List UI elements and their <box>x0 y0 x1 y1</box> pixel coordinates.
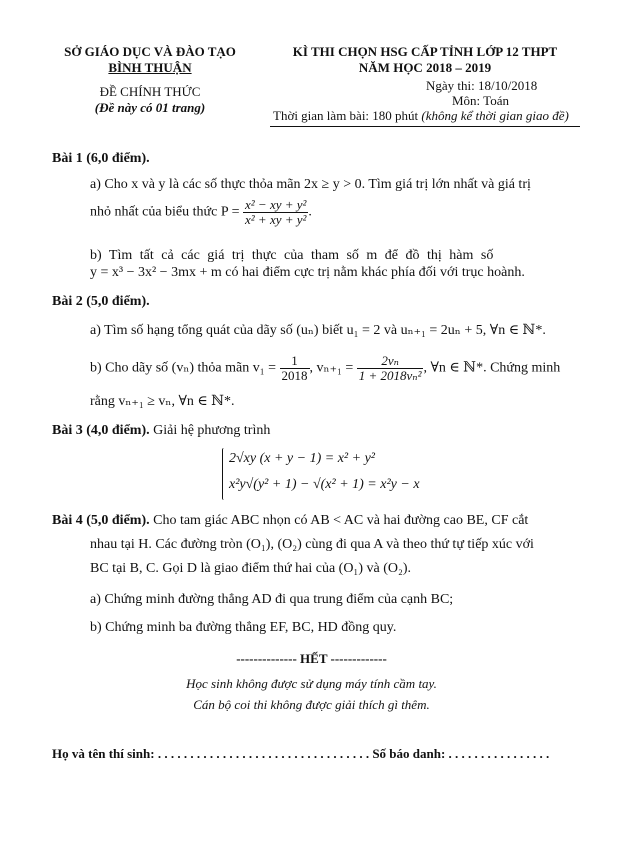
department-name: SỞ GIÁO DỤC VÀ ĐÀO TẠO <box>64 44 236 59</box>
expression-fraction <box>243 198 308 226</box>
province-name <box>40 60 260 76</box>
pages-note: (Đề này có 01 trang) <box>94 100 206 115</box>
problem-4-text: Cho tam giác ABC nhọn có AB < AC và hai đường cao BE, CF cắt <box>149 513 529 528</box>
official-label: ĐỀ CHÍNH THỨC <box>99 84 201 99</box>
system-equation-1: 2√xy (x + y − 1) = x² + y² <box>229 451 375 466</box>
problem-4b: b) Chứng minh ba đường thẳng EF, BC, HD đồng quy. <box>90 620 397 635</box>
v1-denominator: 2018 <box>281 367 308 383</box>
header-divider <box>270 126 580 127</box>
problem-2-title: Bài 2 (5,0 điểm). <box>52 294 150 309</box>
system-brace <box>222 448 224 500</box>
subject: Môn: Toán <box>452 93 509 108</box>
duration-note: (không kể thời gian giao đề) <box>421 108 569 123</box>
system-equation-2: x²y√(y² + 1) − √(x² + 1) = x²y − x <box>229 477 420 492</box>
problem-2b-line2: rằng vₙ₊₁ ≥ vₙ, ∀n ∈ ℕ*. <box>90 394 235 409</box>
recurrence-denominator: 1 + 2018vₙ² <box>358 367 422 383</box>
problem-3-title: Bài 3 (4,0 điểm). <box>52 423 150 438</box>
end-text: -------------- HẾT ------------- <box>236 651 387 666</box>
problem-1a-line2: nhỏ nhất của biểu thức P = $\frac{\text{x² − xy + y²}}{\text{x² + xy + y²}}$ . <box>90 197 312 227</box>
exam-title: KÌ THI CHỌN HSG CẤP TỈNH LỚP 12 THPT <box>292 44 558 59</box>
duration-text: Thời gian làm bài: 180 phút <box>273 108 419 123</box>
problem-4-title: Bài 4 (5,0 điểm). <box>52 513 150 528</box>
province-text: BÌNH THUẬN <box>108 60 192 75</box>
candidate-info-line: Họ và tên thí sinh: . . . . . . . . . . . . . . . . . . . . . . . . . . . . . . . . . Số báo danh: . . . . . . . . . . . . . . . . <box>52 746 550 761</box>
exam-date: Ngày thi: 18/10/2018 <box>426 78 538 93</box>
problem-4a: a) Chứng minh đường thẳng AD đi qua trung điểm của cạnh BC; <box>90 592 454 607</box>
problem-1a-prefix: nhỏ nhất của biểu thức P = <box>90 204 240 220</box>
problem-3-text: Giải hệ phương trình <box>149 423 271 438</box>
problem-2b-prefix: b) Cho dãy số (vₙ) thỏa mãn v₁ = <box>90 360 277 376</box>
problem-1a-line1: a) Cho x và y là các số thực thỏa mãn 2x ≥ y > 0. Tìm giá trị lớn nhất và giá trị <box>90 177 531 192</box>
expression-denominator: x² + xy + y² <box>245 211 307 227</box>
v1-fraction <box>280 354 310 382</box>
problem-2b-line1 <box>90 354 560 382</box>
problem-2b-mid: , vₙ₊₁ = <box>309 360 354 376</box>
duration <box>273 108 569 124</box>
problem-1b-line2: y = x³ − 3x² − 3mx + m có hai điểm cực trị nằm khác phía đối với trục hoành. <box>90 265 525 280</box>
recurrence-numerator: 2vₙ <box>381 353 399 368</box>
note-no-explanation: Cán bộ coi thi không được giải thích gì thêm. <box>193 697 430 712</box>
problem-4-line3: BC tại B, C. Gọi D là giao điểm thứ hai của (O₁) và (O₂). <box>90 561 412 576</box>
problem-2b-suffix: , ∀n ∈ ℕ*. Chứng minh <box>423 360 561 376</box>
recurrence-fraction <box>357 354 424 382</box>
problem-3-heading <box>52 423 270 439</box>
problem-1b-line1: b) Tìm tất cả các giá trị thực của tham số m để đồ thị hàm số <box>90 248 494 263</box>
problem-1-title: Bài 1 (6,0 điểm). <box>52 151 150 166</box>
v1-numerator: 1 <box>291 353 298 368</box>
problem-4-line1 <box>52 513 528 529</box>
problem-4-line2: nhau tại H. Các đường tròn (O₁), (O₂) cùng đi qua A và theo thứ tự tiếp xúc với <box>90 537 534 552</box>
problem-2a-line: a) Tìm số hạng tổng quát của dãy số (uₙ) biết u₁ = 2 và uₙ₊₁ = 2uₙ + 5, ∀n ∈ ℕ*. <box>90 323 546 338</box>
expression-numerator: x² − xy + y² <box>245 197 307 212</box>
end-marker <box>0 651 623 667</box>
note-no-calculator: Học sinh không được sử dụng máy tính cầm tay. <box>186 676 437 691</box>
school-year: NĂM HỌC 2018 – 2019 <box>358 60 492 75</box>
